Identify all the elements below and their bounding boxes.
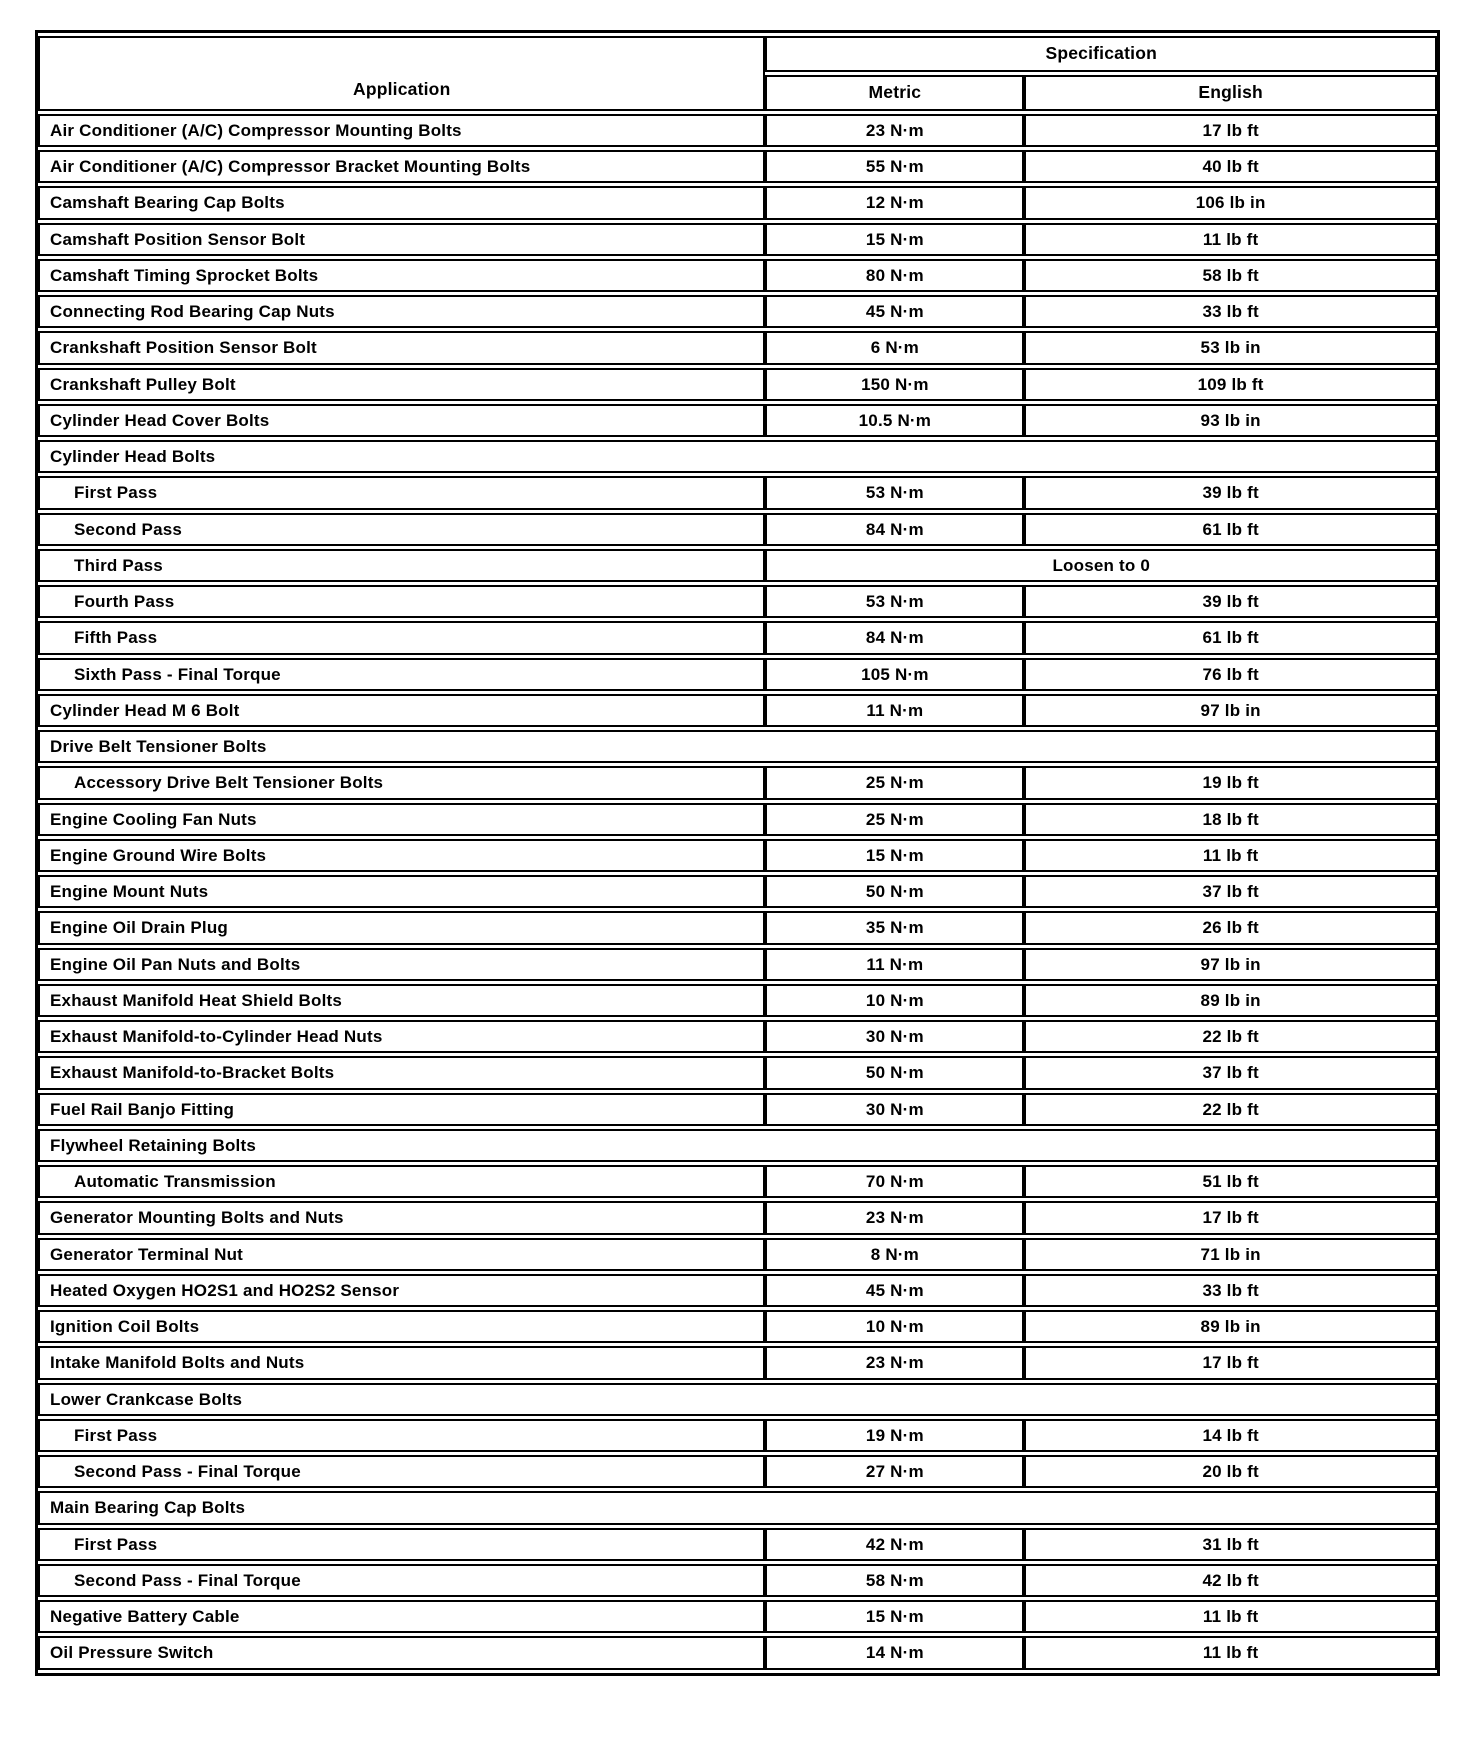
english-value-cell: 18 lb ft [1024,803,1437,836]
section-title-cell: Drive Belt Tensioner Bolts [38,730,1437,763]
table-row [38,839,1437,872]
english-value-cell: 97 lb in [1024,948,1437,981]
english-value-cell: 20 lb ft [1024,1455,1437,1488]
column-header-application: Application [38,36,765,111]
english-value-cell: 19 lb ft [1024,766,1437,799]
table-row [38,368,1437,401]
english-value-cell: 14 lb ft [1024,1419,1437,1452]
column-header-english: English [1024,75,1437,111]
table-row [38,585,1437,618]
section-title-cell: Main Bearing Cap Bolts [38,1491,1437,1524]
table-body [38,114,1437,1670]
english-value-cell: 61 lb ft [1024,513,1437,546]
metric-value-cell: 45 N·m [765,1274,1024,1307]
metric-value-cell: 25 N·m [765,803,1024,836]
english-value-cell: 33 lb ft [1024,1274,1437,1307]
application-cell: Generator Mounting Bolts and Nuts [38,1201,765,1234]
application-cell: Generator Terminal Nut [38,1238,765,1271]
metric-value-cell: 58 N·m [765,1564,1024,1597]
table-row [38,150,1437,183]
metric-value-cell: 23 N·m [765,1346,1024,1379]
table-row [38,875,1437,908]
table-row [38,658,1437,691]
table-row [38,223,1437,256]
metric-value-cell: 15 N·m [765,1600,1024,1633]
application-cell: Heated Oxygen HO2S1 and HO2S2 Sensor [38,1274,765,1307]
english-value-cell: 51 lb ft [1024,1165,1437,1198]
english-value-cell: 26 lb ft [1024,911,1437,944]
application-cell: Crankshaft Position Sensor Bolt [38,331,765,364]
table-row [38,1636,1437,1669]
english-value-cell: 106 lb in [1024,186,1437,219]
table-row [38,1056,1437,1089]
application-cell: Third Pass [38,549,765,582]
table-row [38,948,1437,981]
table-row [38,404,1437,437]
english-value-cell: 93 lb in [1024,404,1437,437]
english-value-cell: 109 lb ft [1024,368,1437,401]
metric-value-cell: 10.5 N·m [765,404,1024,437]
english-value-cell: 37 lb ft [1024,875,1437,908]
metric-value-cell: 30 N·m [765,1093,1024,1126]
section-row [38,440,1437,473]
table-row [38,1165,1437,1198]
table-row [38,1310,1437,1343]
specification-span-cell: Loosen to 0 [765,549,1437,582]
metric-value-cell: 11 N·m [765,694,1024,727]
table-row [38,1093,1437,1126]
table-row [38,1455,1437,1488]
metric-value-cell: 55 N·m [765,150,1024,183]
english-value-cell: 71 lb in [1024,1238,1437,1271]
english-value-cell: 58 lb ft [1024,259,1437,292]
application-cell: Air Conditioner (A/C) Compressor Mounting Bolts [38,114,765,147]
table-row [38,331,1437,364]
table-row [38,1346,1437,1379]
table-row [38,621,1437,654]
table-row [38,1238,1437,1271]
application-cell: Camshaft Bearing Cap Bolts [38,186,765,219]
metric-value-cell: 50 N·m [765,875,1024,908]
table-row [38,1020,1437,1053]
english-value-cell: 76 lb ft [1024,658,1437,691]
english-value-cell: 89 lb in [1024,1310,1437,1343]
english-value-cell: 31 lb ft [1024,1528,1437,1561]
section-row [38,1383,1437,1416]
table-row [38,259,1437,292]
english-value-cell: 42 lb ft [1024,1564,1437,1597]
metric-value-cell: 45 N·m [765,295,1024,328]
application-cell: Automatic Transmission [38,1165,765,1198]
table-row [38,513,1437,546]
application-cell: First Pass [38,1528,765,1561]
section-title-cell: Cylinder Head Bolts [38,440,1437,473]
table-row [38,1419,1437,1452]
english-value-cell: 97 lb in [1024,694,1437,727]
column-header-metric: Metric [765,75,1024,111]
table-row [38,1528,1437,1561]
metric-value-cell: 42 N·m [765,1528,1024,1561]
application-cell: Engine Mount Nuts [38,875,765,908]
english-value-cell: 39 lb ft [1024,585,1437,618]
english-value-cell: 40 lb ft [1024,150,1437,183]
application-cell: Exhaust Manifold Heat Shield Bolts [38,984,765,1017]
application-cell: Connecting Rod Bearing Cap Nuts [38,295,765,328]
english-value-cell: 89 lb in [1024,984,1437,1017]
table-row [38,803,1437,836]
english-value-cell: 11 lb ft [1024,839,1437,872]
table-row [38,1201,1437,1234]
metric-value-cell: 35 N·m [765,911,1024,944]
application-cell: Cylinder Head M 6 Bolt [38,694,765,727]
application-cell: Ignition Coil Bolts [38,1310,765,1343]
metric-value-cell: 23 N·m [765,1201,1024,1234]
english-value-cell: 53 lb in [1024,331,1437,364]
english-value-cell: 11 lb ft [1024,223,1437,256]
application-cell: Oil Pressure Switch [38,1636,765,1669]
metric-value-cell: 50 N·m [765,1056,1024,1089]
application-cell: Second Pass [38,513,765,546]
metric-value-cell: 14 N·m [765,1636,1024,1669]
metric-value-cell: 84 N·m [765,513,1024,546]
english-value-cell: 11 lb ft [1024,1636,1437,1669]
application-cell: Cylinder Head Cover Bolts [38,404,765,437]
table-row [38,186,1437,219]
table-row [38,476,1437,509]
application-cell: Fifth Pass [38,621,765,654]
metric-value-cell: 27 N·m [765,1455,1024,1488]
table-row [38,1600,1437,1633]
application-cell: Engine Oil Pan Nuts and Bolts [38,948,765,981]
english-value-cell: 22 lb ft [1024,1093,1437,1126]
english-value-cell: 11 lb ft [1024,1600,1437,1633]
metric-value-cell: 10 N·m [765,984,1024,1017]
application-cell: Exhaust Manifold-to-Cylinder Head Nuts [38,1020,765,1053]
english-value-cell: 61 lb ft [1024,621,1437,654]
table-header [38,36,1437,111]
table-row [38,984,1437,1017]
metric-value-cell: 11 N·m [765,948,1024,981]
metric-value-cell: 105 N·m [765,658,1024,691]
metric-value-cell: 6 N·m [765,331,1024,364]
header-row-specification [38,36,1437,72]
application-cell: Engine Oil Drain Plug [38,911,765,944]
application-cell: First Pass [38,1419,765,1452]
application-cell: Negative Battery Cable [38,1600,765,1633]
english-value-cell: 39 lb ft [1024,476,1437,509]
application-cell: Camshaft Position Sensor Bolt [38,223,765,256]
metric-value-cell: 150 N·m [765,368,1024,401]
application-cell: Accessory Drive Belt Tensioner Bolts [38,766,765,799]
application-cell: Second Pass - Final Torque [38,1455,765,1488]
metric-value-cell: 8 N·m [765,1238,1024,1271]
section-row [38,1129,1437,1162]
table-row [38,766,1437,799]
english-value-cell: 22 lb ft [1024,1020,1437,1053]
section-row [38,730,1437,763]
section-row [38,1491,1437,1524]
english-value-cell: 33 lb ft [1024,295,1437,328]
column-header-specification: Specification [765,36,1437,72]
metric-value-cell: 15 N·m [765,223,1024,256]
metric-value-cell: 19 N·m [765,1419,1024,1452]
metric-value-cell: 15 N·m [765,839,1024,872]
application-cell: Camshaft Timing Sprocket Bolts [38,259,765,292]
application-cell: First Pass [38,476,765,509]
application-cell: Sixth Pass - Final Torque [38,658,765,691]
english-value-cell: 37 lb ft [1024,1056,1437,1089]
scanned-manual-page [35,30,1440,1676]
english-value-cell: 17 lb ft [1024,1346,1437,1379]
table-row [38,114,1437,147]
english-value-cell: 17 lb ft [1024,1201,1437,1234]
metric-value-cell: 23 N·m [765,114,1024,147]
application-cell: Engine Ground Wire Bolts [38,839,765,872]
application-cell: Engine Cooling Fan Nuts [38,803,765,836]
application-cell: Air Conditioner (A/C) Compressor Bracket Mounting Bolts [38,150,765,183]
application-cell: Fourth Pass [38,585,765,618]
table-row [38,1274,1437,1307]
application-cell: Fuel Rail Banjo Fitting [38,1093,765,1126]
english-value-cell: 17 lb ft [1024,114,1437,147]
metric-value-cell: 53 N·m [765,476,1024,509]
metric-value-cell: 84 N·m [765,621,1024,654]
metric-value-cell: 12 N·m [765,186,1024,219]
application-cell: Second Pass - Final Torque [38,1564,765,1597]
application-cell: Intake Manifold Bolts and Nuts [38,1346,765,1379]
metric-value-cell: 70 N·m [765,1165,1024,1198]
table-row [38,911,1437,944]
metric-value-cell: 10 N·m [765,1310,1024,1343]
metric-value-cell: 53 N·m [765,585,1024,618]
table-row [38,1564,1437,1597]
torque-specification-table [35,30,1440,1676]
metric-value-cell: 25 N·m [765,766,1024,799]
metric-value-cell: 30 N·m [765,1020,1024,1053]
metric-value-cell: 80 N·m [765,259,1024,292]
application-cell: Crankshaft Pulley Bolt [38,368,765,401]
table-row [38,694,1437,727]
section-title-cell: Lower Crankcase Bolts [38,1383,1437,1416]
table-row [38,295,1437,328]
section-title-cell: Flywheel Retaining Bolts [38,1129,1437,1162]
application-cell: Exhaust Manifold-to-Bracket Bolts [38,1056,765,1089]
table-row [38,549,1437,582]
